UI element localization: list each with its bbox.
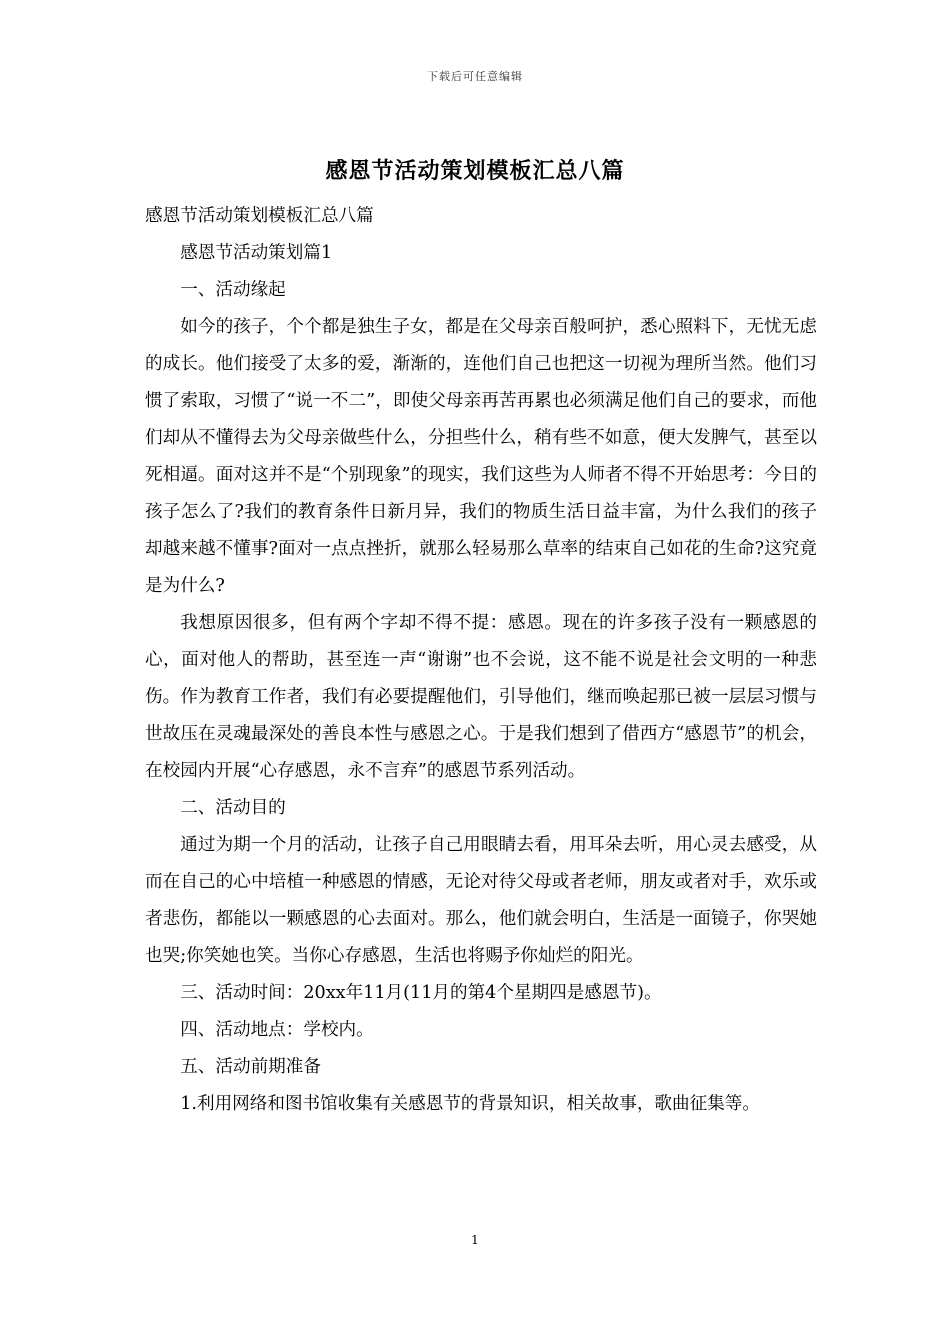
paragraph-body: 我想原因很多，但有两个字却不得不提：感恩。现在的许多孩子没有一颗感恩的心，面对他人的帮助，甚至连一声“谢谢”也不会说，这不能不说是社会文明的一种悲伤。作为教育工作者，我们有必要提醒他们，引导他们，继而唤起那已被一层层习惯与世故压在灵魂最深处的善良本性与感恩之心。于是我们想到了借西方“感恩节”的机会，在校园内开展“心存感恩，永不言弃”的感恩节系列活动。: [145, 613, 817, 781]
paragraph-heading-preparation: 五、活动前期准备: [180, 1057, 321, 1077]
paragraph-section-heading: 感恩节活动策划篇1: [180, 243, 333, 263]
document-title: 感恩节活动策划模板汇总八篇: [325, 158, 625, 184]
document-body: [145, 198, 817, 1123]
paragraph-subtitle: 感恩节活动策划模板汇总八篇: [145, 206, 374, 226]
paragraph-list-item: 1.利用网络和图书馆收集有关感恩节的背景知识，相关故事，歌曲征集等。: [180, 1094, 760, 1114]
page-number: 1: [471, 1233, 479, 1247]
paragraph-activity-location: 四、活动地点：学校内。: [180, 1020, 374, 1040]
paragraph-body: 通过为期一个月的活动，让孩子自己用眼睛去看，用耳朵去听，用心灵去感受，从而在自己的心中培植一种感恩的情感，无论对待父母或者老师，朋友或者对手，欢乐或者悲伤，都能以一颗感恩的心去面对。那么，他们就会明白，生活是一面镜子，你哭她也哭;你笑她也笑。当你心存感恩，生活也将赐予你灿烂的阳光。: [145, 835, 817, 966]
paragraph-activity-time: 三、活动时间：20xx年11月(11月的第4个星期四是感恩节)。: [180, 983, 662, 1003]
paragraph-heading-purpose: 二、活动目的: [180, 798, 286, 818]
page-header: 下载后可任意编辑: [427, 70, 523, 83]
paragraph-body: 如今的孩子，个个都是独生子女，都是在父母亲百般呵护，悉心照料下，无忧无虑的成长。他们接受了太多的爱，渐渐的，连他们自己也把这一切视为理所当然。他们习惯了索取，习惯了“说一不二”，即使父母亲再苦再累也必须满足他们自己的要求，而他们却从不懂得去为父母亲做些什么，分担些什么，稍有些不如意，便大发脾气，甚至以死相逼。面对这并不是“个别现象”的现实，我们这些为人师者不得不开始思考：今日的孩子怎么了?我们的教育条件日新月异，我们的物质生活日益丰富，为什么我们的孩子却越来越不懂事?面对一点点挫折，就那么轻易那么草率的结束自己如花的生命?这究竟是为什么?: [145, 317, 817, 596]
paragraph-heading-origin: 一、活动缘起: [180, 280, 286, 300]
